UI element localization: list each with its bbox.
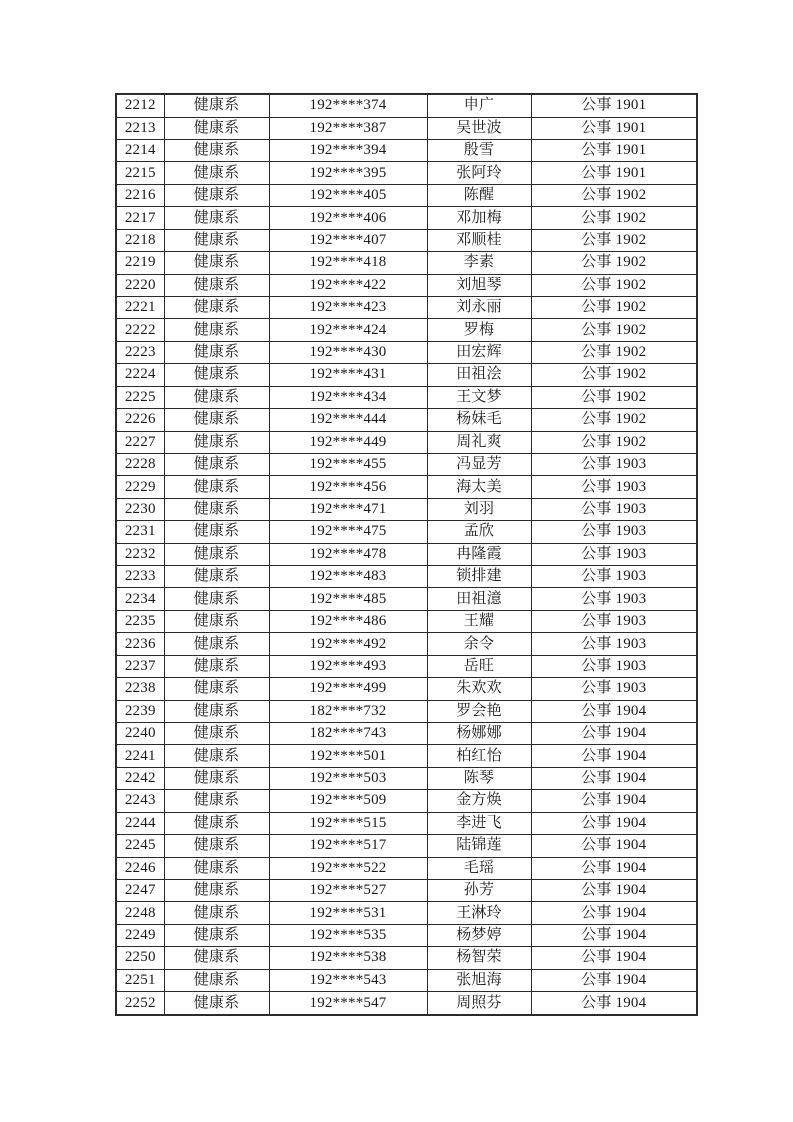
cell-serial: 2218 (116, 229, 164, 251)
cell-name: 周照芬 (427, 992, 531, 1015)
cell-name: 金方焕 (427, 790, 531, 812)
cell-serial: 2222 (116, 319, 164, 341)
table-row (116, 812, 697, 834)
cell-masked-phone: 192****531 (269, 902, 427, 924)
cell-masked-phone: 192****387 (269, 117, 427, 139)
roster-table-body (116, 94, 697, 1015)
cell-class: 公事 1904 (531, 835, 697, 857)
cell-serial: 2225 (116, 386, 164, 408)
cell-masked-phone: 192****543 (269, 969, 427, 991)
cell-serial: 2248 (116, 902, 164, 924)
cell-name: 周礼爽 (427, 431, 531, 453)
table-row (116, 857, 697, 879)
cell-department: 健康系 (164, 700, 269, 722)
table-row (116, 992, 697, 1015)
cell-serial: 2241 (116, 745, 164, 767)
table-row (116, 902, 697, 924)
cell-masked-phone: 192****422 (269, 274, 427, 296)
cell-class: 公事 1903 (531, 655, 697, 677)
cell-masked-phone: 192****547 (269, 992, 427, 1015)
cell-serial: 2224 (116, 364, 164, 386)
cell-class: 公事 1903 (531, 453, 697, 475)
cell-class: 公事 1902 (531, 364, 697, 386)
cell-masked-phone: 182****743 (269, 723, 427, 745)
cell-class: 公事 1902 (531, 229, 697, 251)
table-row (116, 431, 697, 453)
cell-masked-phone: 192****492 (269, 633, 427, 655)
cell-name: 李进飞 (427, 812, 531, 834)
cell-masked-phone: 192****483 (269, 566, 427, 588)
cell-department: 健康系 (164, 723, 269, 745)
cell-class: 公事 1904 (531, 700, 697, 722)
cell-department: 健康系 (164, 431, 269, 453)
table-row (116, 700, 697, 722)
cell-name: 杨梦婷 (427, 924, 531, 946)
table-row (116, 364, 697, 386)
cell-serial: 2217 (116, 207, 164, 229)
cell-name: 罗梅 (427, 319, 531, 341)
table-row (116, 655, 697, 677)
cell-class: 公事 1901 (531, 140, 697, 162)
cell-department: 健康系 (164, 364, 269, 386)
cell-name: 柏红怡 (427, 745, 531, 767)
cell-class: 公事 1901 (531, 117, 697, 139)
cell-name: 田宏辉 (427, 341, 531, 363)
cell-name: 吴世波 (427, 117, 531, 139)
cell-department: 健康系 (164, 252, 269, 274)
cell-department: 健康系 (164, 857, 269, 879)
table-row (116, 767, 697, 789)
cell-name: 刘旭琴 (427, 274, 531, 296)
cell-serial: 2240 (116, 723, 164, 745)
table-row (116, 319, 697, 341)
cell-masked-phone: 192****501 (269, 745, 427, 767)
cell-name: 王淋玲 (427, 902, 531, 924)
cell-serial: 2230 (116, 498, 164, 520)
cell-serial: 2213 (116, 117, 164, 139)
cell-name: 岳旺 (427, 655, 531, 677)
cell-serial: 2235 (116, 610, 164, 632)
cell-serial: 2249 (116, 924, 164, 946)
cell-serial: 2232 (116, 543, 164, 565)
cell-name: 王耀 (427, 610, 531, 632)
table-row (116, 969, 697, 991)
cell-name: 邓顺桂 (427, 229, 531, 251)
cell-serial: 2215 (116, 162, 164, 184)
cell-department: 健康系 (164, 498, 269, 520)
table-row (116, 924, 697, 946)
cell-masked-phone: 192****405 (269, 184, 427, 206)
cell-masked-phone: 192****431 (269, 364, 427, 386)
cell-class: 公事 1904 (531, 745, 697, 767)
table-row (116, 610, 697, 632)
cell-masked-phone: 192****423 (269, 297, 427, 319)
cell-name: 田祖浍 (427, 364, 531, 386)
cell-name: 田祖澺 (427, 588, 531, 610)
cell-class: 公事 1904 (531, 790, 697, 812)
cell-masked-phone: 192****509 (269, 790, 427, 812)
cell-masked-phone: 192****515 (269, 812, 427, 834)
cell-department: 健康系 (164, 969, 269, 991)
cell-name: 孟欣 (427, 521, 531, 543)
cell-department: 健康系 (164, 924, 269, 946)
cell-masked-phone: 182****732 (269, 700, 427, 722)
cell-class: 公事 1903 (531, 566, 697, 588)
cell-class: 公事 1903 (531, 498, 697, 520)
cell-masked-phone: 192****499 (269, 678, 427, 700)
cell-department: 健康系 (164, 767, 269, 789)
table-row (116, 297, 697, 319)
cell-department: 健康系 (164, 409, 269, 431)
cell-serial: 2243 (116, 790, 164, 812)
cell-department: 健康系 (164, 902, 269, 924)
cell-masked-phone: 192****535 (269, 924, 427, 946)
cell-department: 健康系 (164, 162, 269, 184)
table-row (116, 588, 697, 610)
cell-masked-phone: 192****374 (269, 94, 427, 117)
cell-name: 杨智荣 (427, 947, 531, 969)
cell-masked-phone: 192****394 (269, 140, 427, 162)
cell-serial: 2212 (116, 94, 164, 117)
cell-name: 海太美 (427, 476, 531, 498)
cell-name: 毛瑶 (427, 857, 531, 879)
cell-serial: 2250 (116, 947, 164, 969)
cell-serial: 2251 (116, 969, 164, 991)
cell-masked-phone: 192****407 (269, 229, 427, 251)
cell-department: 健康系 (164, 476, 269, 498)
cell-masked-phone: 192****406 (269, 207, 427, 229)
table-row (116, 947, 697, 969)
cell-masked-phone: 192****486 (269, 610, 427, 632)
table-row (116, 184, 697, 206)
cell-name: 张阿玲 (427, 162, 531, 184)
table-row (116, 879, 697, 901)
cell-department: 健康系 (164, 812, 269, 834)
cell-class: 公事 1904 (531, 969, 697, 991)
table-row (116, 252, 697, 274)
cell-department: 健康系 (164, 341, 269, 363)
cell-serial: 2220 (116, 274, 164, 296)
cell-class: 公事 1904 (531, 723, 697, 745)
cell-name: 陈醒 (427, 184, 531, 206)
cell-department: 健康系 (164, 745, 269, 767)
cell-department: 健康系 (164, 319, 269, 341)
cell-name: 杨妹毛 (427, 409, 531, 431)
cell-department: 健康系 (164, 588, 269, 610)
cell-class: 公事 1904 (531, 947, 697, 969)
cell-department: 健康系 (164, 610, 269, 632)
cell-class: 公事 1903 (531, 678, 697, 700)
cell-department: 健康系 (164, 947, 269, 969)
cell-name: 余令 (427, 633, 531, 655)
cell-serial: 2234 (116, 588, 164, 610)
table-row (116, 566, 697, 588)
cell-department: 健康系 (164, 678, 269, 700)
cell-class: 公事 1903 (531, 588, 697, 610)
cell-class: 公事 1902 (531, 319, 697, 341)
cell-department: 健康系 (164, 543, 269, 565)
cell-department: 健康系 (164, 274, 269, 296)
cell-name: 冯显芳 (427, 453, 531, 475)
cell-department: 健康系 (164, 521, 269, 543)
table-row (116, 521, 697, 543)
cell-masked-phone: 192****503 (269, 767, 427, 789)
cell-class: 公事 1902 (531, 252, 697, 274)
cell-masked-phone: 192****455 (269, 453, 427, 475)
cell-masked-phone: 192****527 (269, 879, 427, 901)
cell-class: 公事 1902 (531, 297, 697, 319)
cell-serial: 2227 (116, 431, 164, 453)
cell-department: 健康系 (164, 835, 269, 857)
cell-class: 公事 1903 (531, 521, 697, 543)
cell-department: 健康系 (164, 184, 269, 206)
cell-class: 公事 1902 (531, 274, 697, 296)
cell-masked-phone: 192****418 (269, 252, 427, 274)
table-row (116, 633, 697, 655)
cell-class: 公事 1903 (531, 476, 697, 498)
cell-class: 公事 1902 (531, 341, 697, 363)
cell-department: 健康系 (164, 992, 269, 1015)
cell-department: 健康系 (164, 207, 269, 229)
cell-serial: 2233 (116, 566, 164, 588)
table-row (116, 723, 697, 745)
cell-serial: 2214 (116, 140, 164, 162)
cell-masked-phone: 192****434 (269, 386, 427, 408)
cell-department: 健康系 (164, 633, 269, 655)
cell-masked-phone: 192****424 (269, 319, 427, 341)
cell-serial: 2223 (116, 341, 164, 363)
cell-department: 健康系 (164, 94, 269, 117)
cell-name: 邓加梅 (427, 207, 531, 229)
cell-serial: 2226 (116, 409, 164, 431)
cell-name: 冉隆霞 (427, 543, 531, 565)
table-row (116, 678, 697, 700)
cell-class: 公事 1904 (531, 992, 697, 1015)
cell-department: 健康系 (164, 117, 269, 139)
table-row (116, 476, 697, 498)
cell-name: 刘永丽 (427, 297, 531, 319)
cell-class: 公事 1902 (531, 431, 697, 453)
roster-table (115, 93, 698, 1016)
cell-department: 健康系 (164, 140, 269, 162)
cell-name: 陆锦莲 (427, 835, 531, 857)
cell-name: 锁排建 (427, 566, 531, 588)
cell-name: 杨娜娜 (427, 723, 531, 745)
table-row (116, 140, 697, 162)
table-row (116, 835, 697, 857)
cell-serial: 2239 (116, 700, 164, 722)
cell-name: 李素 (427, 252, 531, 274)
cell-masked-phone: 192****456 (269, 476, 427, 498)
cell-masked-phone: 192****538 (269, 947, 427, 969)
cell-department: 健康系 (164, 566, 269, 588)
table-row (116, 274, 697, 296)
cell-class: 公事 1904 (531, 857, 697, 879)
cell-masked-phone: 192****444 (269, 409, 427, 431)
table-row (116, 229, 697, 251)
cell-class: 公事 1901 (531, 94, 697, 117)
cell-class: 公事 1902 (531, 184, 697, 206)
cell-department: 健康系 (164, 790, 269, 812)
cell-name: 孙芳 (427, 879, 531, 901)
cell-masked-phone: 192****522 (269, 857, 427, 879)
cell-class: 公事 1902 (531, 207, 697, 229)
cell-class: 公事 1904 (531, 767, 697, 789)
cell-masked-phone: 192****471 (269, 498, 427, 520)
cell-masked-phone: 192****395 (269, 162, 427, 184)
cell-serial: 2244 (116, 812, 164, 834)
table-row (116, 498, 697, 520)
table-row (116, 94, 697, 117)
table-row (116, 453, 697, 475)
cell-masked-phone: 192****430 (269, 341, 427, 363)
cell-class: 公事 1903 (531, 633, 697, 655)
cell-serial: 2247 (116, 879, 164, 901)
cell-department: 健康系 (164, 453, 269, 475)
cell-serial: 2238 (116, 678, 164, 700)
cell-department: 健康系 (164, 386, 269, 408)
cell-masked-phone: 192****478 (269, 543, 427, 565)
table-row (116, 745, 697, 767)
table-row (116, 386, 697, 408)
cell-masked-phone: 192****485 (269, 588, 427, 610)
cell-class: 公事 1904 (531, 924, 697, 946)
cell-serial: 2219 (116, 252, 164, 274)
cell-name: 罗会艳 (427, 700, 531, 722)
cell-serial: 2252 (116, 992, 164, 1015)
cell-class: 公事 1901 (531, 162, 697, 184)
cell-department: 健康系 (164, 655, 269, 677)
table-row (116, 409, 697, 431)
cell-masked-phone: 192****517 (269, 835, 427, 857)
cell-masked-phone: 192****493 (269, 655, 427, 677)
cell-class: 公事 1904 (531, 879, 697, 901)
cell-class: 公事 1903 (531, 543, 697, 565)
cell-class: 公事 1903 (531, 610, 697, 632)
cell-class: 公事 1904 (531, 902, 697, 924)
cell-department: 健康系 (164, 229, 269, 251)
cell-class: 公事 1902 (531, 409, 697, 431)
table-row (116, 117, 697, 139)
table-row (116, 207, 697, 229)
cell-serial: 2236 (116, 633, 164, 655)
table-row (116, 790, 697, 812)
cell-serial: 2229 (116, 476, 164, 498)
cell-department: 健康系 (164, 879, 269, 901)
cell-serial: 2228 (116, 453, 164, 475)
cell-masked-phone: 192****475 (269, 521, 427, 543)
cell-class: 公事 1904 (531, 812, 697, 834)
cell-serial: 2242 (116, 767, 164, 789)
cell-serial: 2237 (116, 655, 164, 677)
cell-name: 王文梦 (427, 386, 531, 408)
cell-serial: 2216 (116, 184, 164, 206)
cell-name: 陈琴 (427, 767, 531, 789)
cell-serial: 2231 (116, 521, 164, 543)
cell-name: 朱欢欢 (427, 678, 531, 700)
cell-serial: 2246 (116, 857, 164, 879)
table-row (116, 162, 697, 184)
cell-class: 公事 1902 (531, 386, 697, 408)
cell-name: 刘羽 (427, 498, 531, 520)
table-row (116, 341, 697, 363)
cell-serial: 2221 (116, 297, 164, 319)
cell-name: 申广 (427, 94, 531, 117)
cell-name: 张旭海 (427, 969, 531, 991)
cell-department: 健康系 (164, 297, 269, 319)
table-row (116, 543, 697, 565)
cell-serial: 2245 (116, 835, 164, 857)
cell-name: 殷雪 (427, 140, 531, 162)
cell-masked-phone: 192****449 (269, 431, 427, 453)
